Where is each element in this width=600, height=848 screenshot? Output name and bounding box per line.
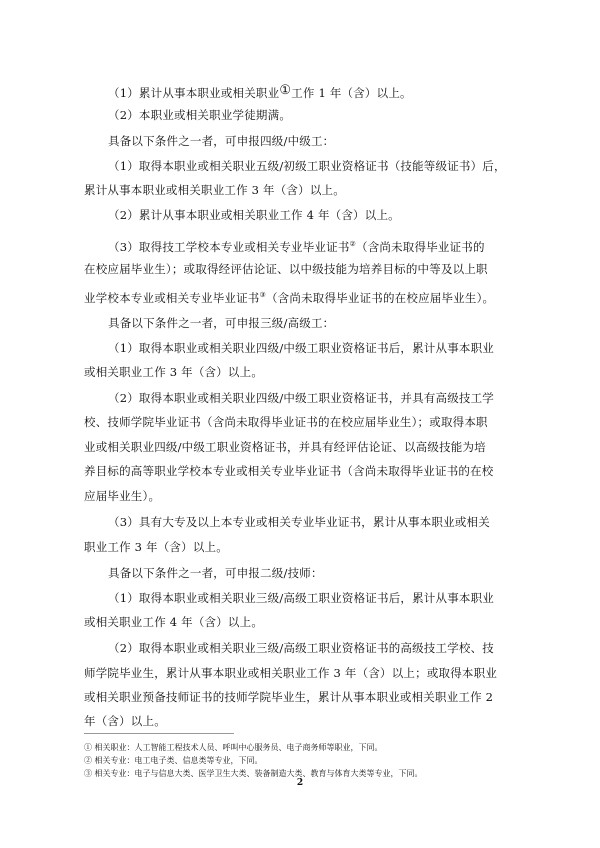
text-run: 或相关职业工作 4 年（含）以上。 [84, 615, 264, 629]
text-run: （3）具有大专及以上本专业或相关专业毕业证书，累计从事本职业或相关 [108, 515, 490, 529]
footnote-ref: ② [349, 240, 356, 248]
paragraph-line [108, 510, 516, 535]
text-run: 具备以下条件之一者，可申报三级/高级工： [108, 316, 335, 330]
text-run: 或相关职业预备技师证书的技师学院毕业生，累计从事本职业或相关职业工作 2 [84, 690, 494, 704]
text-run: （1）累计从事本职业或相关职业 [108, 86, 280, 100]
text-run: 在校应届毕业生）；或取得经评估论证、以中级技能为培养目标的中等及以上职 [84, 262, 488, 276]
footnote-ref: ③ [259, 291, 266, 299]
text-run: （1）取得本职业或相关职业四级/中级工职业资格证书后，累计从事本职业 [108, 341, 494, 355]
paragraph-line [108, 232, 516, 260]
paragraph-line [84, 484, 516, 509]
text-run: 职业工作 3 年（含）以上。 [84, 540, 228, 554]
paragraph-line [108, 336, 516, 361]
paragraph-line [108, 311, 516, 336]
text-run: 应届毕业生）。 [84, 489, 161, 503]
paragraph-line [108, 586, 516, 611]
paragraph-line [108, 636, 516, 661]
text-run: （3）取得技工学校本专业或相关专业毕业证书 [108, 240, 350, 254]
text-run: （1）取得本职业或相关职业三级/高级工职业资格证书后，累计从事本职业 [108, 591, 494, 605]
text-run: 业学校本专业或相关专业毕业证书 [84, 291, 260, 305]
text-run: 具备以下条件之一者，可申报二级/技师： [108, 566, 323, 580]
paragraph-line [84, 661, 516, 686]
text-run: （2）累计从事本职业或相关职业工作 4 年（含）以上。 [108, 208, 400, 222]
text-run: 养目标的高等职业学校本专业或相关专业毕业证书（含尚未取得毕业证书的在校 [84, 464, 494, 478]
footnote-3: ③ 相关专业：电子与信息大类、医学卫生大类、装备制造大类、教育与体育大类等专业，下同。 [84, 769, 423, 778]
paragraph-line [108, 103, 516, 128]
footnote-separator [84, 733, 234, 734]
footnote-2: ② 相关专业：电工电子类、信息类等专业，下同。 [84, 756, 263, 765]
text-run: 或相关职业工作 3 年（含）以上。 [84, 365, 264, 379]
text-run: （含尚未取得毕业证书的 [356, 240, 485, 254]
text-run: （含尚未取得毕业证书的在校应届毕业生）。 [265, 291, 495, 305]
text-run: 年（含）以上。 [84, 714, 166, 728]
paragraph-line [108, 154, 516, 179]
paragraph-line [84, 459, 516, 484]
paragraph-line [84, 709, 516, 734]
text-run: （2）本职业或相关职业学徒期满。 [108, 108, 292, 122]
text-run: （2）取得本职业或相关职业三级/高级工职业资格证书的高级技工学校、技 [108, 641, 494, 655]
paragraph-line [84, 610, 516, 635]
paragraph-line [84, 360, 516, 385]
paragraph-line [84, 410, 516, 435]
text-run: 校、技师学院毕业证书（含尚未取得毕业证书的在校应届毕业生）；或取得本职 [84, 415, 488, 429]
paragraph-line [84, 685, 516, 710]
paragraph-line [84, 535, 516, 560]
text-run: 累计从事本职业或相关职业工作 3 年（含）以上。 [84, 183, 345, 197]
paragraph-line [108, 78, 516, 106]
text-run: （2）取得本职业或相关职业四级/中级工职业资格证书，并具有高级技工学 [108, 391, 494, 405]
text-run: 具备以下条件之一者，可申报四级/中级工： [108, 134, 335, 148]
footnote-1: ① 相关职业：人工智能工程技术人员、呼叫中心服务员、电子商务师等职业，下同。 [84, 743, 383, 752]
paragraph-line [108, 129, 516, 154]
paragraph-line [84, 257, 516, 282]
paragraph-line [108, 561, 516, 586]
paragraph-line [84, 435, 516, 460]
page-number: 2 [296, 778, 304, 788]
text-run: 师学院毕业生，累计从事本职业或相关职业工作 3 年（含）以上；或取得本职业 [84, 666, 498, 680]
paragraph-line [108, 203, 516, 228]
footnote-ref: ① [279, 83, 292, 98]
text-run: 业或相关职业四级/中级工职业资格证书，并具有经评估论证、以高级技能为培 [84, 440, 486, 454]
paragraph-line [84, 283, 516, 311]
text-run: 工作 1 年（含）以上。 [291, 86, 412, 100]
paragraph-line [84, 178, 516, 203]
text-run: （1）取得本职业或相关职业五级/初级工职业资格证书（技能等级证书）后， [108, 159, 506, 173]
paragraph-line [108, 386, 516, 411]
